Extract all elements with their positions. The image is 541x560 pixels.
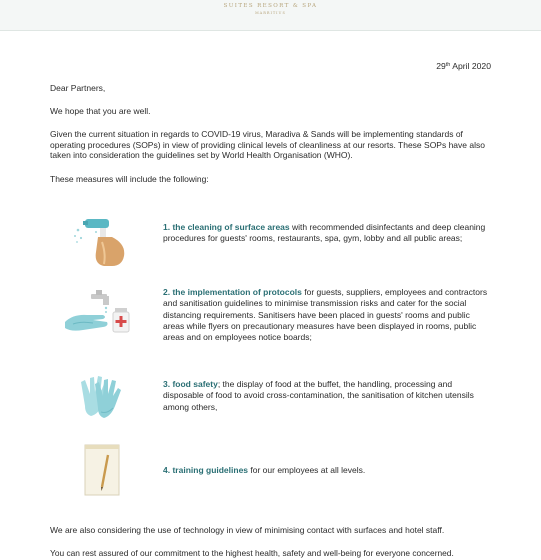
brand-subtitle: MARRITIUS	[255, 11, 286, 15]
handwashing-icon	[63, 288, 133, 338]
date-day: 29	[436, 61, 446, 71]
item-highlight: food safety	[172, 379, 218, 389]
salutation: Dear Partners,	[50, 83, 106, 93]
intro-paragraph: Given the current situation in regards to COVID-19 virus, Maradiva & Sands will be implementing standards of operating procedures (SOPs) in view of providing clinical levels of cleanliness at our resorts. These SOPs have also taken into consideration the guidelines set by World Health Organisation (WHO).	[50, 129, 485, 161]
item-number: 4.	[163, 465, 171, 475]
gloves-icon	[77, 368, 127, 420]
greeting: We hope that you are well.	[50, 106, 151, 116]
item-highlight: the implementation of protocols	[172, 287, 302, 297]
notepad-icon	[82, 443, 122, 497]
item-text: with recommended disinfectants and deep cleaning procedures for guests' rooms, restaurants, spa, gym, lobby and all public areas;	[163, 222, 486, 244]
measure-item-4	[163, 465, 493, 476]
brand-name: SUITES RESORT & SPA	[223, 3, 318, 9]
closing-paragraph: You can rest assured of our commitment to the highest health, safety and well-being for everyone concerned.	[50, 548, 454, 558]
item-text: for guests, suppliers, employees and contractors and sanitisation guidelines to minimise transmission risks and cater for the social distancing requirements. Sanitisers have been placed in guests' rooms and public areas while flyers on precautionary measures have been displayed in rooms, public areas and on employees notice boards;	[163, 287, 488, 343]
item-number: 3.	[163, 379, 171, 389]
measure-item-1	[163, 222, 493, 245]
measures-lead: These measures will include the following:	[50, 174, 209, 184]
item-highlight: training guidelines	[172, 465, 249, 475]
spray-bottle-icon	[72, 210, 132, 270]
technology-paragraph: We are also considering the use of technology in view of minimising contact with surfaces and hotel staff.	[50, 525, 445, 535]
measure-item-2	[163, 287, 493, 343]
letterhead-band	[0, 0, 541, 31]
item-number: 1.	[163, 222, 171, 232]
measure-item-3	[163, 379, 493, 413]
item-highlight: the cleaning of surface areas	[172, 222, 290, 232]
item-text: ; the display of food at the buffet, the handling, processing and disposable of food to avoid cross-contamination, the sanitisation of kitchen utensils among others,	[163, 379, 474, 412]
item-number: 2.	[163, 287, 171, 297]
letter-date	[436, 61, 491, 71]
item-text: for our employees at all levels.	[248, 465, 366, 475]
date-month-year: April 2020	[450, 61, 491, 71]
date-suffix: th	[445, 62, 451, 68]
